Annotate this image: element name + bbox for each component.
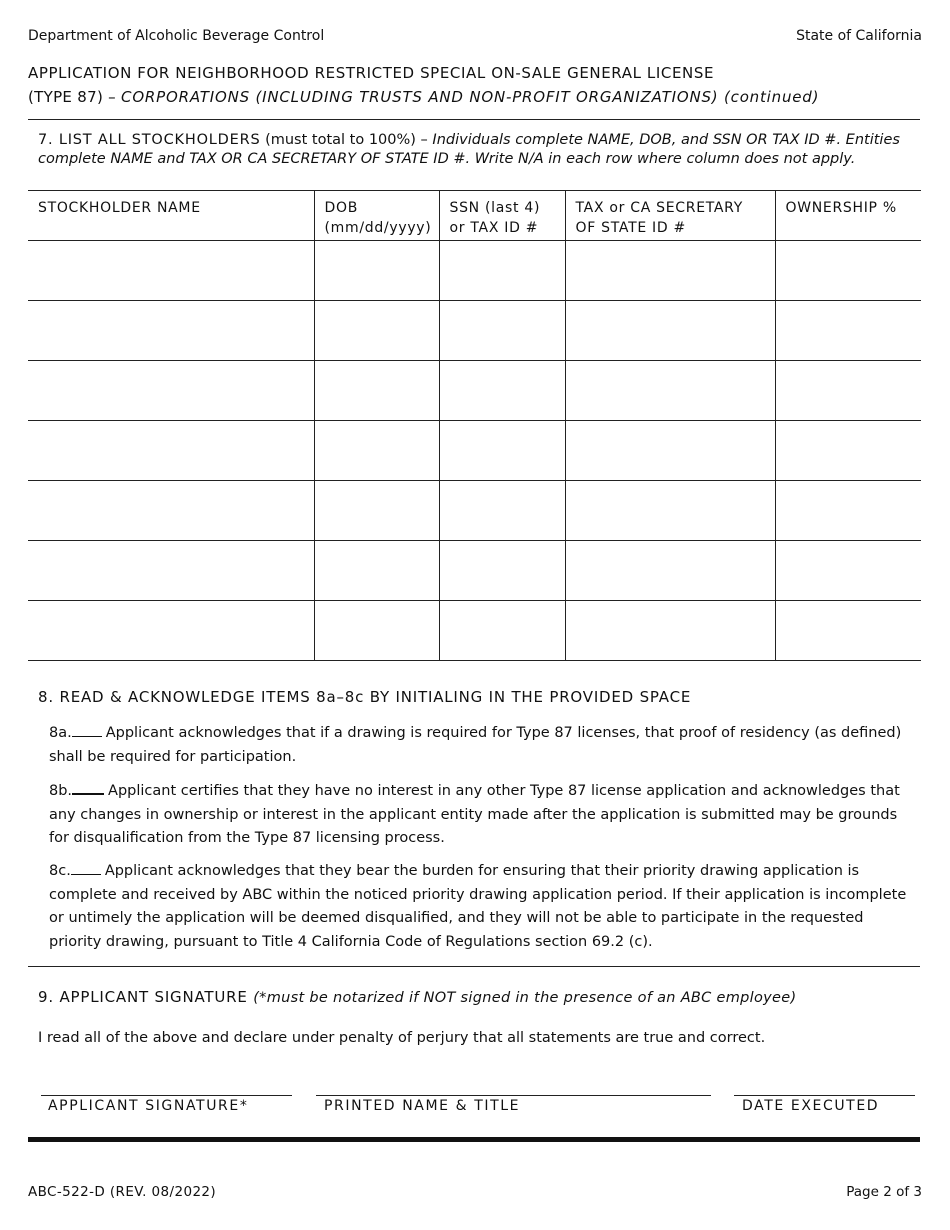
stockholder-name-cell[interactable]: [28, 481, 314, 541]
ownership-cell[interactable]: [775, 301, 921, 361]
printed-name-label: PRINTED NAME & TITLE: [324, 1098, 521, 1114]
acknowledgement-item: [49, 722, 909, 769]
form-title: APPLICATION FOR NEIGHBORHOOD RESTRICTED SPECIAL ON-SALE GENERAL LICENSE: [28, 64, 715, 82]
sos-id-cell[interactable]: [565, 541, 775, 601]
column-header: STOCKHOLDER NAME: [28, 191, 314, 241]
ownership-cell[interactable]: [775, 541, 921, 601]
ssn-cell[interactable]: [439, 421, 565, 481]
item-label: 8c.: [49, 863, 71, 879]
table-row: [28, 241, 921, 301]
table-row: [28, 481, 921, 541]
form-subtitle: [28, 88, 819, 106]
ownership-cell[interactable]: [775, 361, 921, 421]
dob-cell[interactable]: [314, 481, 439, 541]
stockholder-name-cell[interactable]: [28, 421, 314, 481]
section-7-note: (must total to 100%) –: [260, 132, 433, 148]
ownership-cell[interactable]: [775, 241, 921, 301]
sos-id-cell[interactable]: [565, 481, 775, 541]
signature-line[interactable]: [41, 1095, 292, 1096]
state-name: State of California: [796, 28, 922, 44]
initials-field[interactable]: [72, 722, 102, 737]
section-8-heading: 8. READ & ACKNOWLEDGE ITEMS 8a–8c BY INITIALING IN THE PROVIDED SPACE: [38, 688, 692, 706]
divider: [28, 119, 920, 120]
table-row: [28, 601, 921, 661]
dob-cell[interactable]: [314, 601, 439, 661]
column-header: TAX or CA SECRETARY OF STATE ID #: [565, 191, 775, 241]
stockholder-name-cell[interactable]: [28, 361, 314, 421]
table-row: [28, 541, 921, 601]
license-type: (TYPE 87) –: [28, 88, 122, 106]
table-row: [28, 421, 921, 481]
sos-id-cell[interactable]: [565, 301, 775, 361]
form-id: ABC-522-D (REV. 08/2022): [28, 1184, 217, 1200]
divider: [28, 966, 920, 967]
acknowledgement-item: [49, 779, 909, 851]
section-7-instructions: Individuals complete NAME, DOB, and SSN OR TAX ID #. Entities complete NAME and TAX OR CA SECRETARY OF STATE ID #. Write N/A in each row where column does not apply.: [38, 132, 900, 167]
ownership-cell[interactable]: [775, 481, 921, 541]
ssn-cell[interactable]: [439, 301, 565, 361]
dob-cell[interactable]: [314, 241, 439, 301]
sos-id-cell[interactable]: [565, 361, 775, 421]
entity-type: CORPORATIONS (INCLUDING TRUSTS AND NON-PROFIT ORGANIZATIONS) (continued): [121, 88, 820, 106]
stockholder-name-cell[interactable]: [28, 541, 314, 601]
printed-name-line[interactable]: [316, 1095, 711, 1096]
acknowledgement-item: [49, 860, 909, 954]
signature-label: APPLICANT SIGNATURE*: [48, 1098, 249, 1114]
dob-cell[interactable]: [314, 541, 439, 601]
stockholders-table: [28, 190, 921, 661]
ssn-cell[interactable]: [439, 361, 565, 421]
table-row: [28, 361, 921, 421]
item-label: 8b.: [49, 783, 73, 799]
department-name: Department of Alcoholic Beverage Control: [28, 28, 325, 44]
ownership-cell[interactable]: [775, 601, 921, 661]
declaration: I read all of the above and declare under penalty of perjury that all statements are true and correct.: [38, 1030, 766, 1046]
initials-field[interactable]: [72, 779, 104, 795]
ssn-cell[interactable]: [439, 241, 565, 301]
column-header: SSN (last 4) or TAX ID #: [439, 191, 565, 241]
item-text: Applicant certifies that they have no interest in any other Type 87 license application and acknowledges that any changes in ownership or interest in the applicant entity made after the application is submitted may be grounds for disqualification from the Type 87 licensing process.: [49, 783, 900, 846]
dob-cell[interactable]: [314, 421, 439, 481]
item-text: Applicant acknowledges that if a drawing is required for Type 87 licenses, that proof of residency (as defined) shall be required for participation.: [49, 725, 902, 765]
date-label: DATE EXECUTED: [742, 1098, 880, 1114]
sos-id-cell[interactable]: [565, 421, 775, 481]
ssn-cell[interactable]: [439, 481, 565, 541]
item-text: Applicant acknowledges that they bear the burden for ensuring that their priority drawing application is complete and received by ABC within the noticed priority drawing application period. If their application is incomplete or untimely the application will be deemed disqualified, and they will not be able to participate in the requested priority drawing, pursuant to Title 4 California Code of Regulations section 69.2 (c).: [49, 863, 907, 950]
sos-id-cell[interactable]: [565, 241, 775, 301]
notary-note: (*must be notarized if NOT signed in the presence of an ABC employee): [253, 990, 797, 1006]
stockholder-name-cell[interactable]: [28, 241, 314, 301]
dob-cell[interactable]: [314, 361, 439, 421]
stockholder-name-cell[interactable]: [28, 601, 314, 661]
date-line[interactable]: [734, 1095, 915, 1096]
initials-field[interactable]: [71, 860, 101, 875]
footer-rule: [28, 1137, 920, 1142]
section-9-title: 9. APPLICANT SIGNATURE: [38, 988, 254, 1006]
dob-cell[interactable]: [314, 301, 439, 361]
ssn-cell[interactable]: [439, 601, 565, 661]
ssn-cell[interactable]: [439, 541, 565, 601]
ownership-cell[interactable]: [775, 421, 921, 481]
sos-id-cell[interactable]: [565, 601, 775, 661]
item-label: 8a.: [49, 725, 72, 741]
section-9-heading: [38, 988, 796, 1006]
page-number: Page 2 of 3: [846, 1184, 922, 1200]
column-header: DOB (mm/dd/yyyy): [314, 191, 439, 241]
section-7-heading: [38, 131, 918, 169]
column-header: OWNERSHIP %: [775, 191, 921, 241]
stockholder-name-cell[interactable]: [28, 301, 314, 361]
section-7-title: 7. LIST ALL STOCKHOLDERS: [38, 132, 261, 148]
table-row: [28, 301, 921, 361]
